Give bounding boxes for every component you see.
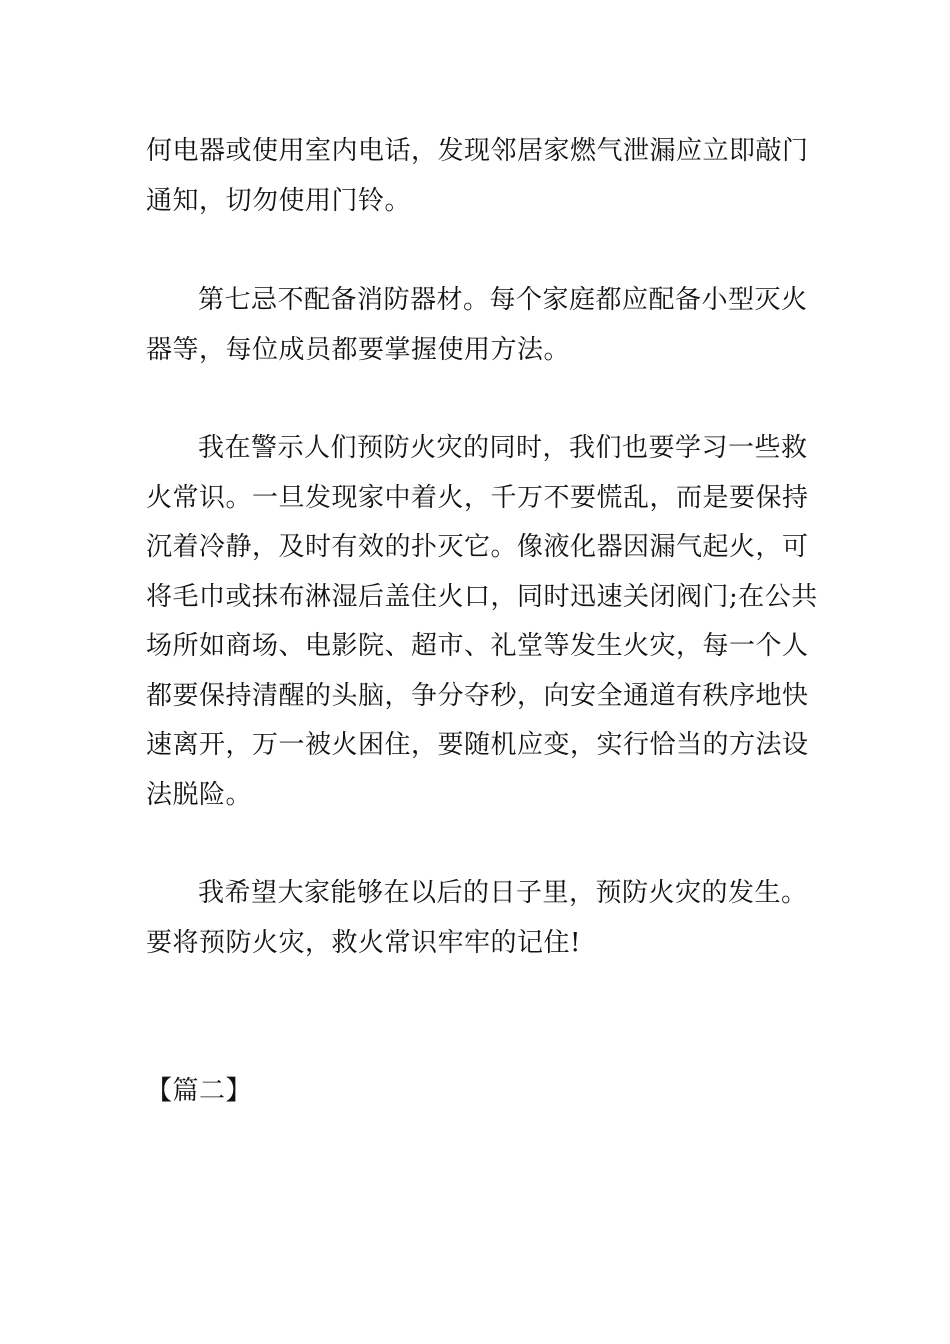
paragraph-fire-knowledge — [146, 424, 818, 820]
paragraph-line: 我在警示人们预防火灾的同时，我们也要学习一些救 — [198, 433, 808, 463]
paragraph-line: 要将预防火灾，救火常识牢牢的记住! — [146, 927, 581, 958]
paragraph-fire-equipment — [146, 276, 808, 375]
paragraph-line: 器等，每位成员都要掌握使用方法。 — [146, 334, 571, 365]
paragraph-line: 将毛巾或抹布淋湿后盖住火口，同时迅速关闭阀门;在公共 — [146, 581, 818, 612]
paragraph-gas-leak — [146, 127, 808, 226]
paragraph-line: 速离开，万一被火困住，要随机应变，实行恰当的方法设 — [146, 730, 809, 760]
paragraph-line: 沉着冷静，及时有效的扑灭它。像液化器因漏气起火，可 — [146, 532, 809, 562]
paragraph-line: 火常识。一旦发现家中着火，千万不要慌乱，而是要保持 — [146, 482, 809, 513]
paragraph-line: 场所如商场、电影院、超市、礼堂等发生火灾，每一个人 — [146, 631, 809, 661]
paragraph-line: 何电器或使用室内电话，发现邻居家燃气泄漏应立即敲门 — [146, 136, 809, 166]
paragraph-conclusion — [146, 869, 808, 968]
section-heading: 【篇二】 — [146, 1076, 253, 1106]
paragraph-line: 通知，切勿使用门铃。 — [146, 185, 412, 216]
paragraph-line: 我希望大家能够在以后的日子里，预防火灾的发生。 — [198, 878, 808, 908]
paragraph-line: 第七忌不配备消防器材。每个家庭都应配备小型灭火 — [198, 285, 808, 315]
paragraph-line: 都要保持清醒的头脑，争分夺秒，向安全通道有秩序地快 — [146, 680, 809, 711]
paragraph-line: 法脱险。 — [146, 779, 253, 810]
